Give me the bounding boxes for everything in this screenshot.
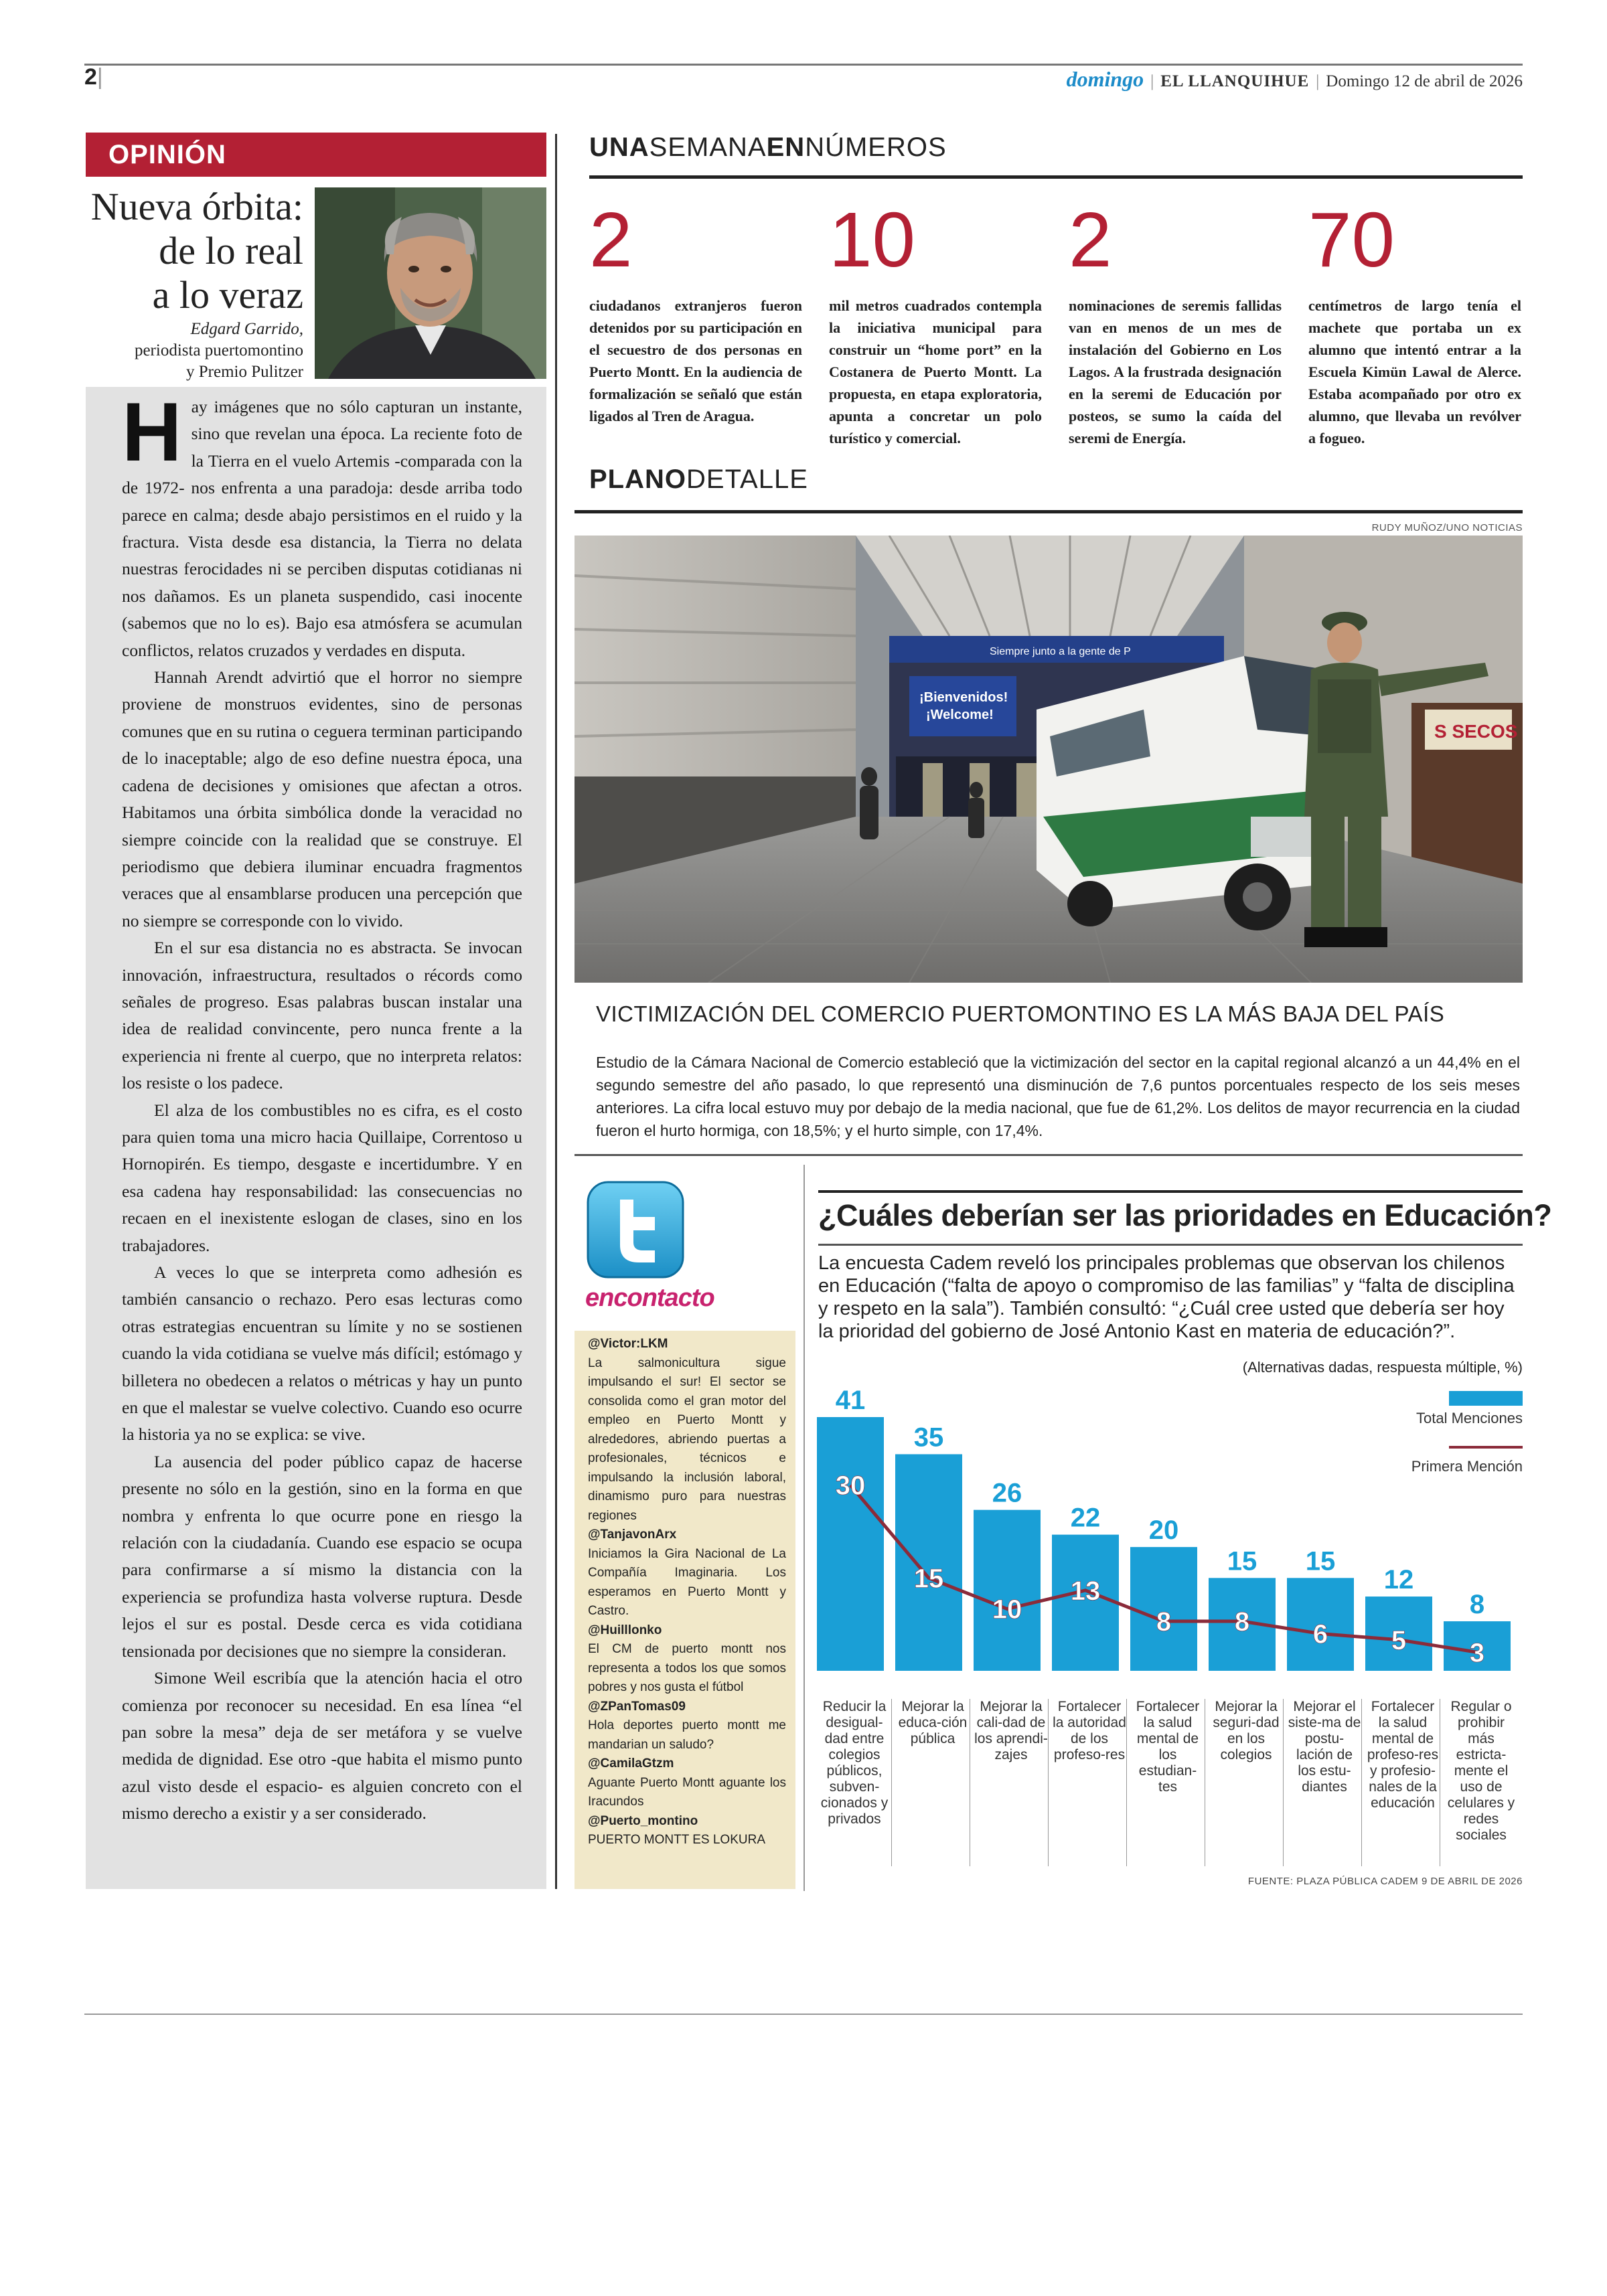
list-item	[588, 1335, 786, 1526]
chart-source: FUENTE: PLAZA PÚBLICA CADEM 9 DE ABRIL DE 2026	[1247, 1876, 1523, 1887]
category-separator	[1126, 1699, 1127, 1866]
list-item	[588, 1526, 786, 1621]
list-item	[588, 1754, 786, 1812]
page-number: 2|	[84, 64, 103, 90]
line-value-label: 8	[1156, 1607, 1172, 1637]
category-label: Fortalecer la salud mental de profeso-res y profesio-nales de la educación	[1367, 1699, 1439, 1811]
section-rule	[589, 175, 1523, 179]
section-rule	[575, 510, 1523, 513]
line-value-label: 8	[1234, 1607, 1250, 1637]
stat-number: 2	[1069, 196, 1112, 283]
column-divider	[804, 1165, 805, 1891]
bar-total-menciones	[974, 1510, 1041, 1671]
category-label: Fortalecer la salud mental de los estudian-tes	[1136, 1699, 1200, 1795]
category-label: Mejorar la cali-dad de los aprendi-zajes	[974, 1699, 1048, 1762]
bar-value-label: 20	[1148, 1515, 1179, 1546]
bar-value-label: 8	[1469, 1590, 1485, 1620]
line-value-label: 6	[1312, 1619, 1328, 1649]
bar-value-label: 41	[835, 1385, 866, 1415]
line-value-label: 5	[1391, 1625, 1407, 1655]
photo-banner-text: Siempre junto a la gente de P	[990, 646, 1131, 657]
bar-value-label: 26	[992, 1478, 1022, 1508]
stat-text: ciudadanos extranjeros fueron detenidos por su participación en el secuestro de dos personas en Puerto Montt. En la audiencia de formalización se señaló que están ligados al Tren de Aragua.	[589, 297, 802, 424]
opinion-section-header: OPINIÓN	[86, 133, 546, 177]
chart-intro: La encuesta Cadem reveló los principales problemas que observan los chilenos en Educación (“falta de apoyo o compromiso de las familias” y “falta de disciplina y respeto en la sala”). También consultó: “¿Cuál cree usted que debería ser hoy la prioridad del gobierno de José Antonio Kast en materia de educación?”.	[818, 1252, 1515, 1342]
stat-item	[829, 198, 1042, 449]
bar-value-label: 15	[1227, 1546, 1257, 1576]
category-label: Mejorar el siste-ma de postu-lación de los estu-diantes	[1288, 1699, 1361, 1795]
stat-item	[1069, 198, 1282, 449]
category-separator	[891, 1699, 892, 1866]
tweet-user: @ZPanTomas09	[588, 1699, 686, 1714]
shop-sign: S SECOS	[1434, 721, 1518, 742]
line-value-label: 15	[913, 1564, 944, 1594]
welcome-sign-line-1: ¡Bienvenidos!	[919, 690, 1008, 705]
bar-value-label: 15	[1305, 1546, 1336, 1576]
legend-total-label: Total Menciones	[1416, 1410, 1523, 1426]
paper-name: EL LLANQUIHUE	[1160, 72, 1310, 90]
tweet-user: @Puerto_montino	[588, 1813, 698, 1828]
category-separator	[1361, 1699, 1362, 1866]
bar-value-label: 35	[913, 1422, 944, 1453]
chart-title: ¿Cuáles deberían ser las prioridades en Educación?	[818, 1198, 1552, 1232]
week-in-numbers-title: UNASEMANAENNÚMEROS	[589, 133, 947, 162]
column-divider	[555, 134, 557, 1889]
legend-first-label: Primera Mención	[1411, 1458, 1523, 1475]
chart-title-rule	[818, 1244, 1523, 1246]
stat-text: nominaciones de seremis fallidas van en menos de un mes de instalación del Gobierno en Los Lagos. A la frustrada designación en la seremi de Educación por posteos, se sumo la caída del seremi de Energía.	[1069, 297, 1282, 446]
stat-text: centímetros de largo tenía el machete que portaba un ex alumno que intentó entrar a la Escuela Kimün Lawal de Alerce. Estaba acompañado por otro ex alumno, que llevaba un revólver a fogueo.	[1308, 297, 1521, 446]
tweets-list	[575, 1331, 795, 1889]
line-value-label: 10	[992, 1594, 1022, 1625]
opinion-title: Nueva órbita: de lo real a lo veraz	[90, 185, 303, 317]
list-item	[588, 1812, 786, 1850]
section-rule	[575, 1154, 1523, 1156]
opinion-byline: Edgard Garrido, periodista puertomontino y Premio Pulitzer	[86, 319, 303, 383]
tweet-user: @Huilllonko	[588, 1623, 662, 1637]
line-value-label: 30	[835, 1471, 866, 1501]
list-item	[588, 1698, 786, 1755]
stat-item	[1308, 198, 1521, 449]
bar-value-label: 12	[1383, 1565, 1414, 1595]
category-label: Reducir la desigual-dad entre colegios públicos, subven-cionados y privados	[820, 1699, 889, 1827]
author-name: Edgard Garrido,	[190, 320, 303, 338]
tweet-text: Aguante Puerto Montt aguante los Iracundos	[588, 1775, 786, 1809]
welcome-sign-line-2: ¡Welcome!	[926, 708, 994, 722]
photo-headline: VICTIMIZACIÓN DEL COMERCIO PUERTOMONTINO ES LA MÁS BAJA DEL PAÍS	[596, 1001, 1445, 1026]
category-separator	[1048, 1699, 1049, 1866]
tweet-text: PUERTO MONTT ES LOKURA	[588, 1833, 765, 1847]
tweet-text: La salmonicultura sigue impulsando el sur! El sector se consolida como el gran motor del empleo en Puerto Montt y alrededores, abriendo puertas a profesionales, técnicos e impulsando la inclusión laboral, dinamismo puro para nuestras regiones	[588, 1356, 786, 1523]
bar-total-menciones	[817, 1417, 884, 1671]
stat-text: mil metros cuadrados contempla la iniciativa municipal para construir un “home port” en la Costanera de Puerto Montt. La propuesta, en etapa exploratoria, apunta a concretar un polo turístico y comercial.	[829, 297, 1042, 446]
issue-date: Domingo 12 de abril de 2026	[1326, 72, 1523, 90]
tweet-user: @TanjavonArx	[588, 1528, 677, 1542]
top-rule	[84, 64, 1523, 66]
category-label: Fortalecer la autoridad de los profeso-res	[1053, 1699, 1126, 1762]
stat-number: 70	[1308, 196, 1395, 283]
photo-credit: RUDY MUÑOZ/UNO NOTICIAS	[1371, 522, 1523, 534]
tweet-text: El CM de puerto montt nos representa a todos los que somos pobres y nos gusta el fútbol	[588, 1642, 786, 1694]
category-label: Regular o prohibir más estricta-mente el uso de celulares y redes sociales	[1447, 1699, 1515, 1843]
tweet-text: Iniciamos la Gira Nacional de La Compañía Imaginaria. Los esperamos en Puerto Montt y Castro.	[588, 1546, 786, 1618]
stats-row	[589, 198, 1523, 449]
stat-number: 2	[589, 196, 633, 283]
line-value-label: 13	[1070, 1576, 1101, 1606]
chart-top-rule	[818, 1190, 1523, 1193]
main-photo	[575, 536, 1523, 983]
tweet-text: Hola deportes puerto montt me mandarian un saludo?	[588, 1718, 786, 1752]
stat-number: 10	[829, 196, 916, 283]
bottom-rule	[84, 2014, 1523, 2015]
brand-logo: domingo	[1066, 67, 1144, 91]
stat-item	[589, 198, 802, 449]
opinion-body: Hay imágenes que no sólo capturan un instante, sino que revelan una época. La reciente foto de la Tierra en el vuelo Artemis -comparada con la de 1972- nos enfrenta a una paradoja: desde arriba todo parece en calma; desde abajo persistimos en el ruido y la fractura. Vista desde esa distancia, la Tierra no delata nuestras ferocidades ni se perciben disputas cotidianas ni nos dañamos. Es un planeta suspendido, casi inocente (sabemos que no lo es). Bajo esa atmósfera se acumulan conflictos, relatos cruzados y verdades en disputa. Hannah Arendt advirtió que el horror no siempre proviene de monstruos evidentes, sino de personas comunes que en su rutina o ceguera terminan participando de lo inaceptable; algo de eso define nuestra época, una cadena de decisiones y omisiones que afectan a otros. Habitamos una órbita simbólica donde la veracidad no siempre coincide con la realidad que se construye. El periodismo que debiera iluminar encuadra fragmentos veraces que al ensamblarse producen una percepción que no siempre se corresponde con lo vivido. En el sur esa distancia no es abstracta. Se invocan innovación, infraestructura, resultados o récords como señales de progreso. Esas palabras buscan instalar una idea de realidad convincente, pero nunca frente a la experiencia ni frente al cuerpo, que no interpreta relatos: los resiste o los padece. El alza de los combustibles no es cifra, es el costo para quien toma una micro hacia Quillaipe, Correntoso u Hornopirén. Es tiempo, desgaste e incertidumbre. Y en esa cadena hay responsabilidad: las consecuencias no recaen en el inexistente eslogan de clases, sino en los trabajadores. A veces lo que se interpreta como adhesión es también cansancio o rechazo. Pero esas lecturas como otras estrategias encuentran su límite y no se sostienen cuando la vida cotidiana se vuelve más difícil; estómago y billetera no obedecen a relatos o métricas y hay un punto en que el malestar se vuelve colectivo. Cuando eso ocurre la historia ya no se explica: se vive. La ausencia del poder público capaz de hacerse presente no sólo en la gestión, sino en la forma en que nombra y enfrenta lo que ocurre pone en riesgo la relación con la ciudadanía. Cuando ese espacio se ocupa para confirmarse a sí mismo la distancia con la experiencia se profundiza hasta volverse ruptura. Desde lejos el sur es postal. Desde cerca es vida cotidiana tensionada por decisiones que no siempre la consideran. Simone Weil escribía que la atención hacia el otro comienza por reconocer su necesidad. En esa línea “el pan sobre la mesa” deja de ser metáfora y se vuelve medida de dignidad. Ese otro -que habita el mismo punto azul visto desde el espacio- es alguien concreto con el mismo derecho a existir y a ser considerado.	[86, 387, 546, 1889]
category-label: Mejorar la seguri-dad en los colegios	[1213, 1699, 1280, 1762]
dropcap: H	[122, 386, 182, 479]
bar-value-label: 22	[1070, 1503, 1101, 1533]
photo-summary: Estudio de la Cámara Nacional de Comercio estableció que la victimización del sector en la capital regional alcanzó a un 44,4% en el segundo semestre del año pasado, lo que representó una disminución de 7,6 puntos porcentuales respecto de los seis meses anteriores. La cifra local estuvo muy por debajo de la media nacional, que fue de 61,2%. Los delitos de mayor recurrencia en la ciudad fueron el hurto hormiga, con 18,5%; y el hurto simple, con 17,4%.	[596, 1054, 1520, 1139]
twitter-icon	[585, 1179, 686, 1280]
plano-detalle-title: PLANODETALLE	[589, 465, 808, 494]
masthead: domingo | EL LLANQUIHUE | Domingo 12 de abril de 2026	[1066, 67, 1523, 91]
author-photo	[315, 187, 546, 379]
category-label: Mejorar la educa-ción pública	[898, 1699, 968, 1746]
chart-note: (Alternativas dadas, respuesta múltiple, %)	[1242, 1359, 1523, 1376]
bar-total-menciones	[895, 1454, 962, 1671]
list-item	[588, 1621, 786, 1698]
tweet-user: @CamilaGtzm	[588, 1756, 674, 1771]
mall-entrance-illustration	[575, 536, 1523, 983]
tweet-user: @Victor:LKM	[588, 1337, 668, 1351]
en-contacto-title: encontacto	[585, 1284, 714, 1312]
author-portrait-illustration	[315, 187, 546, 379]
category-separator	[1283, 1699, 1284, 1866]
line-value-label: 3	[1469, 1638, 1485, 1668]
priorities-chart	[810, 1366, 1527, 1700]
